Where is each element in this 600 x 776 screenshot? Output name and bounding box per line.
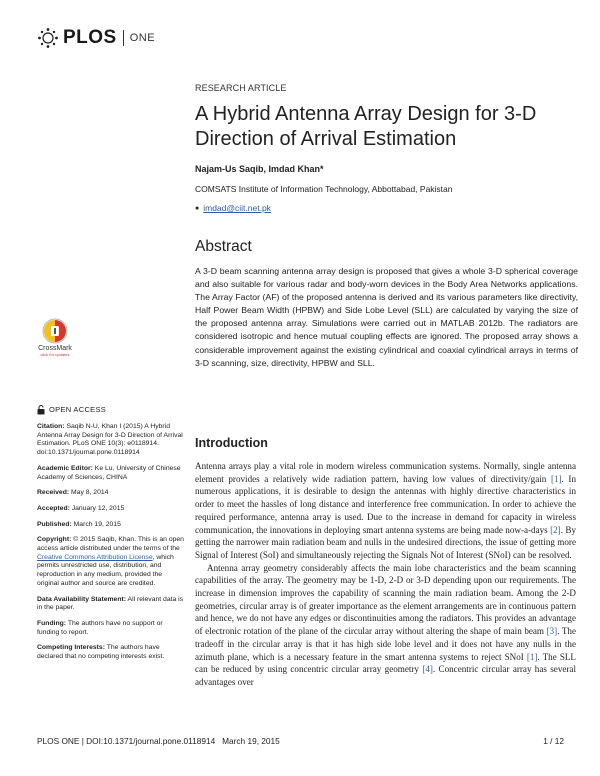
accepted-text: January 12, 2015 bbox=[71, 504, 125, 512]
authors: Najam-Us Saqib, Imdad Khan* bbox=[195, 164, 324, 174]
received-block bbox=[37, 489, 185, 498]
accepted-block bbox=[37, 505, 185, 514]
competing-interests-block bbox=[37, 644, 185, 661]
accepted-label: Accepted: bbox=[37, 504, 70, 512]
intro-text: . By getting the narrower main radiation beam and nulls in the undesired directions, the issue of getting more Signal of Interest (SoI) and simultaneously rejecting the Signals Not of Interest (SNoI) can be resolved. bbox=[195, 524, 576, 560]
introduction-heading: Introduction bbox=[195, 436, 268, 450]
crossmark-icon bbox=[42, 318, 68, 344]
logo-divider bbox=[123, 30, 124, 46]
reference-link[interactable]: [4] bbox=[422, 664, 433, 675]
logo-journal: ONE bbox=[129, 32, 156, 44]
plos-one-logo bbox=[36, 27, 155, 49]
reference-link[interactable]: [3] bbox=[546, 626, 558, 637]
citation-block bbox=[37, 423, 185, 458]
footer-citation: PLOS ONE | DOI:10.1371/journal.pone.0118914 March 19, 2015 bbox=[37, 736, 280, 746]
abstract-heading: Abstract bbox=[195, 238, 252, 255]
reference-link[interactable]: [2] bbox=[550, 524, 561, 535]
license-link[interactable]: Creative Commons Attribution License bbox=[37, 553, 153, 561]
funding-text: The authors have no support or funding to report. bbox=[37, 619, 163, 636]
published-label: Published: bbox=[37, 520, 72, 528]
abstract-text: A 3-D beam scanning antenna array design is proposed that gives a whole 3-D spherical coverage and also suitable for various radar and body-worn devices in the Body Area Networks applications. The Array Factor (AF) of the proposed antenna is derived and its various parameters like directivity, Half Power Beam Width (HPBW) and Side Lobe Level (SLL) are calculated by varying the size of the proposed antenna array. Simulations were carried out in MATLAB 2012b. The radiators are considered isotropic and hence mutual coupling effects are ignored. The proposed array shows a considerable improvement against the existing cylindrical and coaxial cylindrical arrays in terms of 3-D scanning, size, directivity, HPBW and SLL. bbox=[195, 266, 578, 368]
received-label: Received: bbox=[37, 489, 70, 497]
data-availability-text: All relevant data is in the paper. bbox=[37, 595, 184, 612]
competing-interests-text: The authors have declared that no competing interests exist. bbox=[37, 644, 165, 661]
reference-link[interactable]: [1] bbox=[526, 651, 538, 662]
email-line bbox=[195, 203, 271, 213]
published-block bbox=[37, 521, 185, 530]
intro-text: Antenna array geometry considerably affects the main lobe characteristics and the beam scanning capabilities of the array. The geometry may be 1-D, 2-D or 3-D depending upon our requirements. The increase in dimension improves the capability of scanning the main radiation beam. Among the 2-D geometries, circular array is of greater importance as the element arrangements are in continuous pattern and hence, we do not have any edges or discontinuities among the radiators. This provides an advantage of electronic rotation of the plane of the circular array without altering the shape of main beam bbox=[195, 562, 576, 637]
received-text: May 8, 2014 bbox=[71, 489, 109, 497]
plos-logo-icon bbox=[36, 27, 60, 49]
citation-label: Citation: bbox=[37, 423, 65, 430]
funding-label: Funding: bbox=[37, 619, 67, 627]
copyright-pre: © 2015 Saqib, Khan. This is an open access article distributed under the terms of the bbox=[37, 536, 184, 553]
open-access-label: OPEN ACCESS bbox=[49, 404, 107, 414]
intro-text: . The tradeoff in the circular array is that it has high side lobe level and it does not have any nulls in the azimuth plane, which is a necessary feature in the smart antenna systems to reject SNoI bbox=[195, 626, 576, 662]
editor-label: Academic Editor: bbox=[37, 464, 93, 472]
copyright-post: , which permits unrestricted use, distribution, and reproduction in any medium, provided the original author and source are credited. bbox=[37, 553, 174, 587]
editor-text: Ke Lu, University of Chinese Academy of Sciences, CHINA bbox=[37, 464, 181, 481]
intro-paragraph-2 bbox=[195, 562, 576, 689]
email-link[interactable]: imdad@ciit.net.pk bbox=[203, 203, 271, 213]
open-lock-icon bbox=[37, 405, 45, 415]
crossmark-badge[interactable] bbox=[37, 318, 73, 357]
envelope-icon: ● bbox=[195, 204, 200, 212]
competing-interests-label: Competing Interests: bbox=[37, 644, 105, 652]
article-title: A Hybrid Antenna Array Design for 3-D Direction of Arrival Estimation bbox=[195, 103, 537, 150]
article-type: RESEARCH ARTICLE bbox=[195, 83, 287, 93]
crossmark-label: CrossMark bbox=[38, 345, 72, 352]
open-access bbox=[37, 405, 185, 415]
reference-link[interactable]: [1] bbox=[550, 473, 562, 484]
funding-block bbox=[37, 620, 185, 637]
affiliation: COMSATS Institute of Information Technology, Abbottabad, Pakistan bbox=[195, 184, 453, 194]
data-availability-block bbox=[37, 596, 185, 613]
logo-name: PLOS bbox=[63, 27, 117, 48]
published-text: March 19, 2015 bbox=[73, 520, 121, 528]
editor-block bbox=[37, 465, 185, 482]
citation-text: Saqib N-U, Khan I (2015) A Hybrid Antenna Array Design for 3-D Direction of Arrival Estimation. PLoS ONE 10(3): e0118914. doi:10.1371/journal.pone.0118914 bbox=[37, 423, 183, 457]
intro-text: . Concentric circular array has several advantages over bbox=[195, 664, 577, 687]
copyright-label: Copyright: bbox=[37, 536, 72, 544]
intro-text: . The SLL can be reduced by using concentric circular array geometry bbox=[195, 651, 576, 675]
crossmark-sub: click for updates bbox=[40, 352, 70, 357]
intro-paragraph-1 bbox=[195, 460, 576, 562]
page-number: 1 / 12 bbox=[543, 736, 564, 746]
page-footer bbox=[37, 736, 564, 746]
data-availability-label: Data Availability Statement: bbox=[37, 595, 127, 603]
copyright-block bbox=[37, 536, 185, 588]
article-info-sidebar bbox=[37, 405, 185, 669]
intro-text: . In numerous applications, it is desirable to design the antennas with highly directive characteristics in order to meet the hassles of long distance and interference free communication. In order to achieve the required performance, antenna array is used. Due to the increase in demand for capacity in wireless communication, the innovations in deploying smart antenna systems are being made now-a-days bbox=[195, 473, 576, 535]
intro-text: Antenna arrays play a vital role in modern wireless communication systems. Normally, single antenna element provides a relatively wide radiation pattern, having low values of directivity/gain bbox=[195, 461, 576, 484]
introduction-body bbox=[195, 460, 576, 689]
